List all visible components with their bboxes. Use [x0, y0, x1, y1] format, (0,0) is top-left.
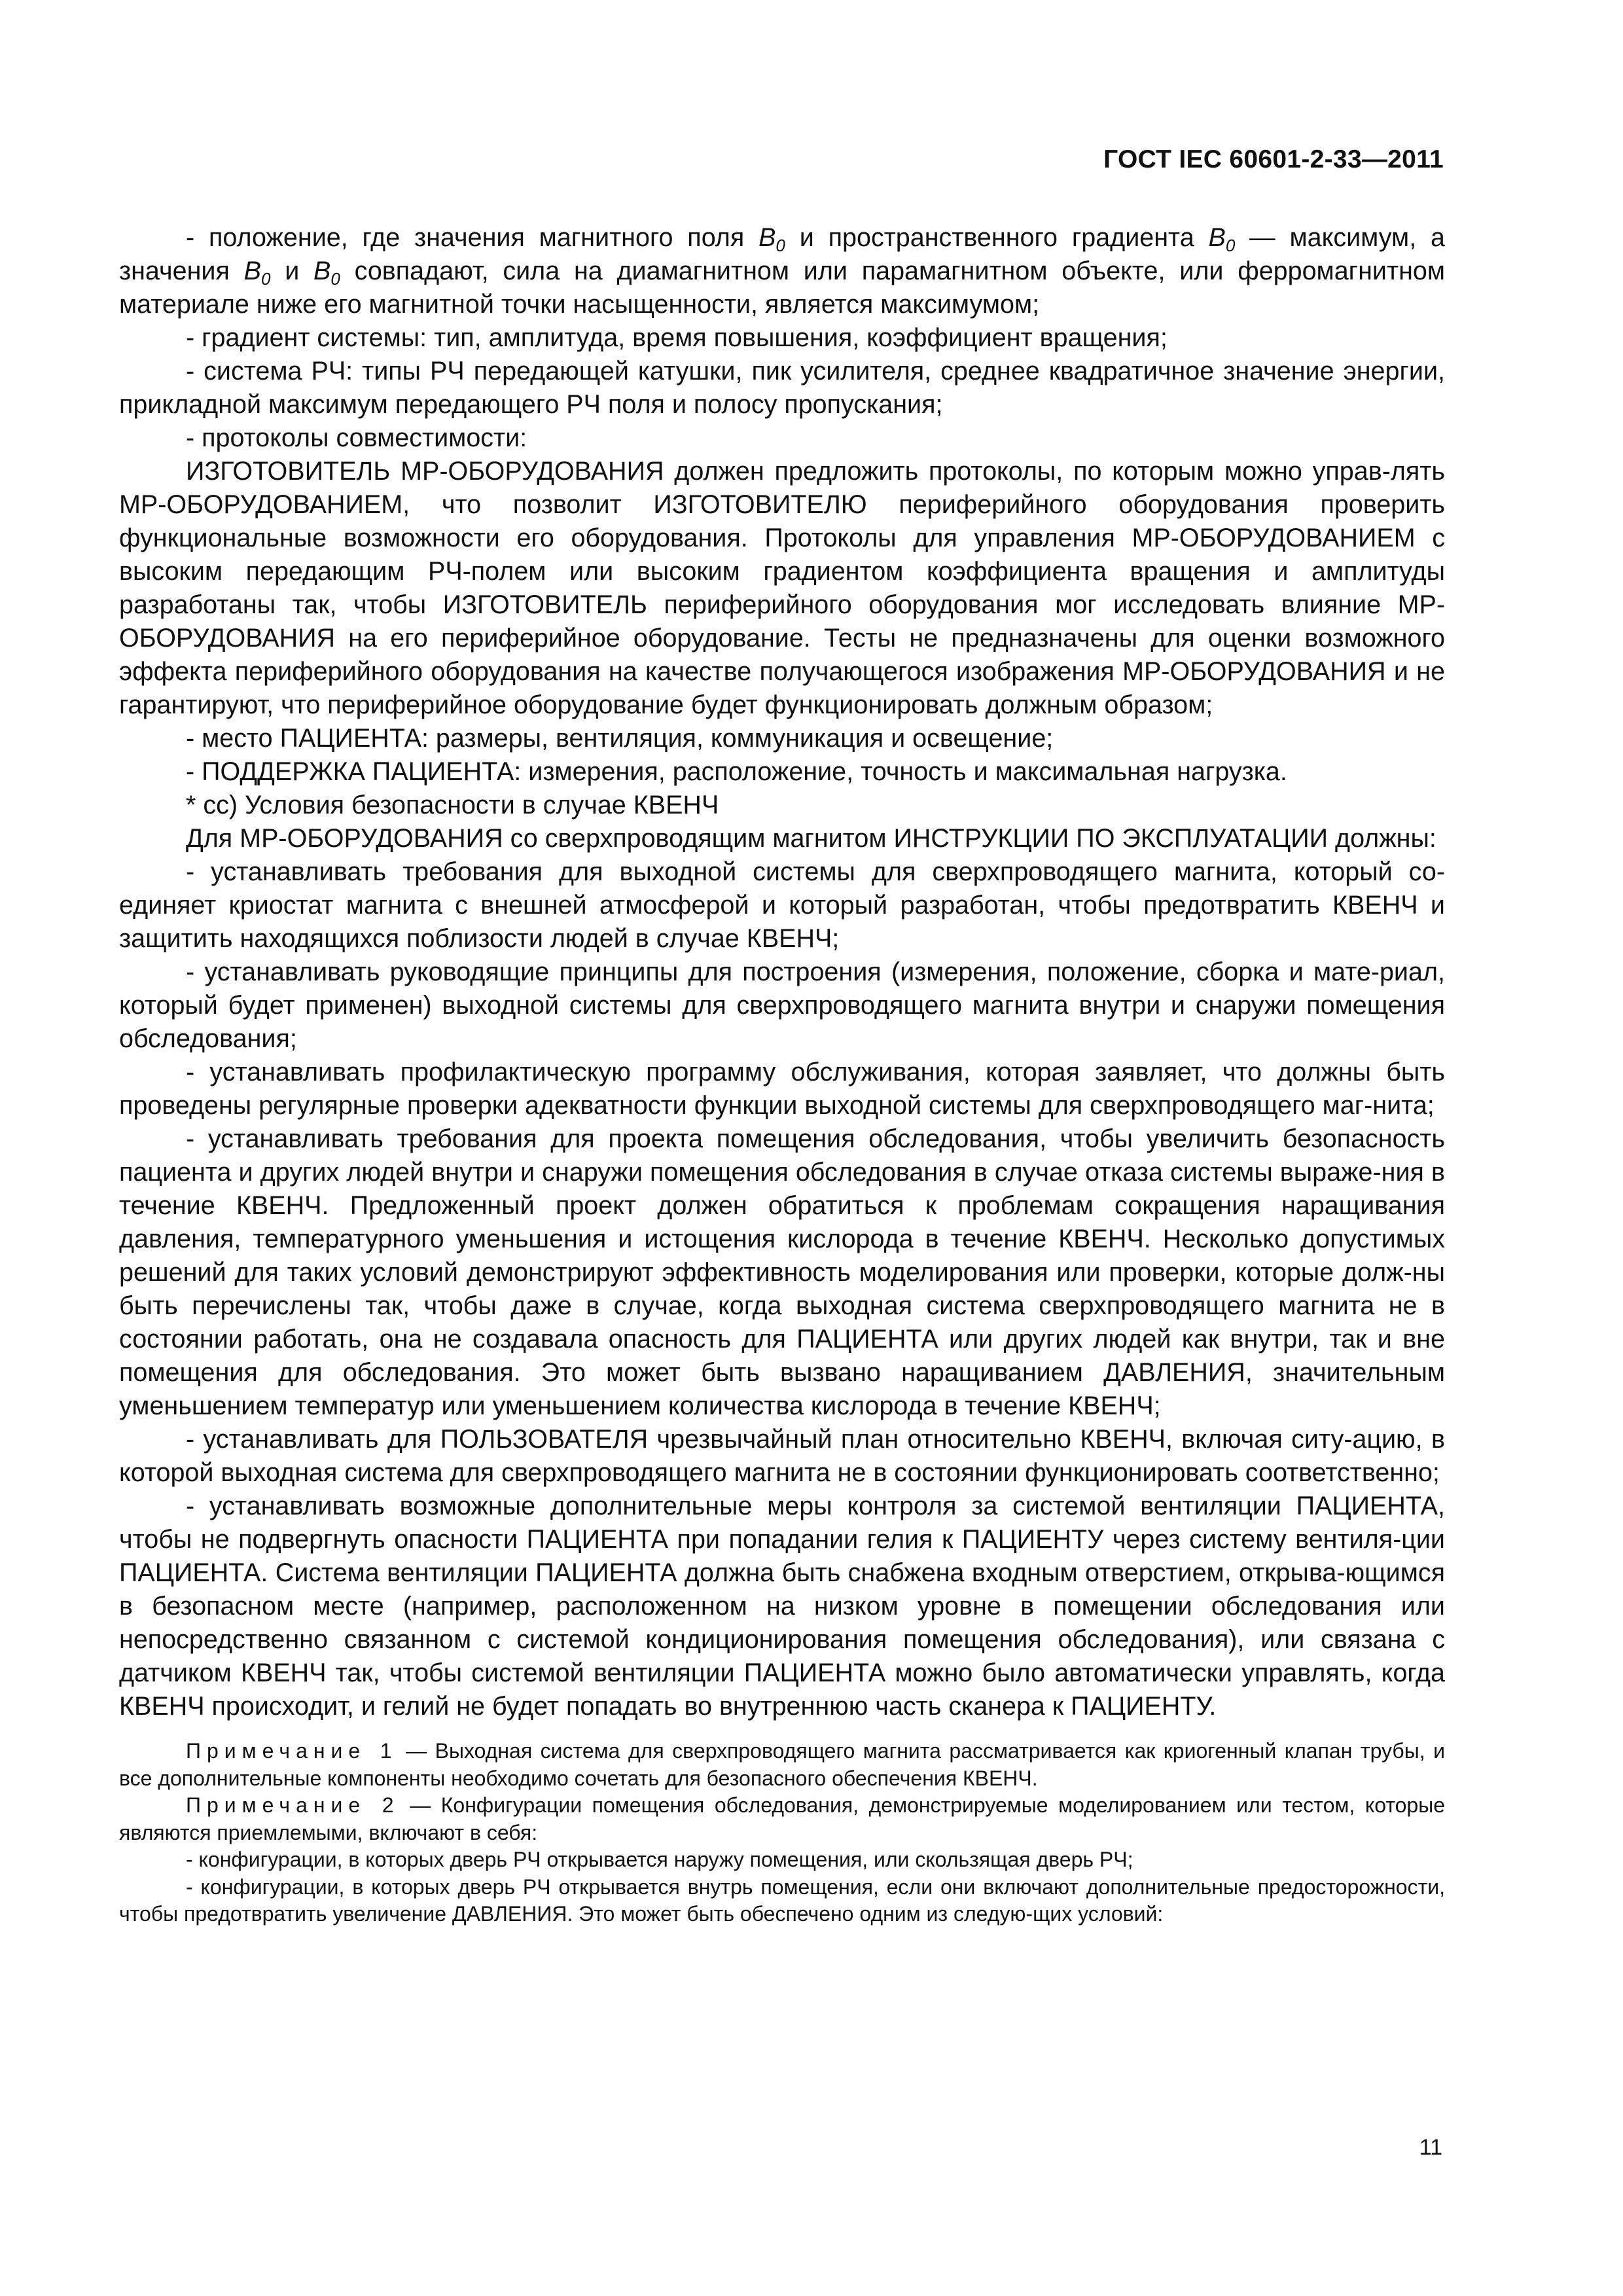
variable-b0	[1208, 223, 1236, 255]
note-list-item: - конфигурации, в которых дверь РЧ открывается наружу помещения, или скользящая дверь РЧ;	[186, 1848, 1133, 1871]
var-letter: B	[243, 257, 261, 285]
paragraph: - устанавливать руководящие принципы для построения (измерения, положение, сборка и мате-риал, который будет применен) выходной системы для сверхпроводящего магнита внутри и снаружи помещения обследования;	[119, 958, 1445, 1053]
note-label: Примечание 1	[186, 1739, 398, 1763]
paragraph: ИЗГОТОВИТЕЛЬ МР-ОБОРУДОВАНИЯ должен предложить протоколы, по которым можно управ-лять МР-ОБОРУДОВАНИЕМ, что позволит ИЗГОТОВИТЕЛЮ периферийного оборудования проверить функциональные возможности его оборудования. Протоколы для управления МР-ОБОРУДОВАНИЕМ с высоким передающим РЧ-полем или высоким градиентом коэффициента вращения и амплитуды разработаны так, чтобы ИЗГОТОВИТЕЛЬ периферийного оборудования мог исследовать влияние МР-ОБОРУДОВАНИЯ на его периферийное оборудование. Тесты не предназначены для оценки возможного эффекта периферийного оборудования на качестве получающегося изображения МР-ОБОРУДОВАНИЯ и не гарантируют, что периферийное оборудование будет функционировать должным образом;	[119, 457, 1445, 719]
notes-block	[119, 1738, 1445, 1928]
paragraph: - устанавливать для ПОЛЬЗОВАТЕЛЯ чрезвычайный план относительно КВЕНЧ, включая ситу-ацию, в которой выходная система для сверхпроводящего магнита не в состоянии функционировать соответственно;	[119, 1425, 1445, 1487]
note-1	[119, 1738, 1445, 1792]
paragraph: - устанавливать профилактическую программу обслуживания, которая заявляет, что должны быть проведены регулярные проверки адекватности функции выходной системы для сверхпроводящего маг-нита;	[119, 1058, 1445, 1120]
variable-b0	[758, 223, 785, 255]
text-run: и пространственного градиента	[785, 223, 1209, 252]
paragraph-1	[119, 221, 1445, 321]
text-run: и	[270, 257, 314, 285]
paragraph: - протоколы совместимости:	[186, 423, 527, 452]
note-2	[119, 1792, 1445, 1846]
paragraph: Для МР-ОБОРУДОВАНИЯ со сверхпроводящим магнитом ИНСТРУКЦИИ ПО ЭКСПЛУАТАЦИИ должны:	[186, 824, 1436, 853]
section-heading: * cc) Условия безопасности в случае КВЕНЧ	[186, 791, 719, 819]
paragraph: - ПОДДЕРЖКА ПАЦИЕНТА: измерения, расположение, точность и максимальная нагрузка.	[186, 757, 1287, 786]
var-letter: B	[313, 257, 331, 285]
note-list-item: - конфигурации, в которых дверь РЧ открывается внутрь помещения, если они включают дополнительные предосторожности, чтобы предотвратить увеличение ДАВЛЕНИЯ. Это может быть обеспечено одним из следую-щих условий:	[119, 1874, 1445, 1926]
variable-b0	[243, 257, 271, 289]
paragraph: - место ПАЦИЕНТА: размеры, вентиляция, коммуникация и освещение;	[186, 724, 1054, 753]
text-run: - положение, где значения магнитного поля	[186, 223, 759, 252]
paragraph: - устанавливать требования для проекта помещения обследования, чтобы увеличить безопасность пациента и других людей внутри и снаружи помещения обследования в случае отказа системы выраже-ния в течение КВЕНЧ. Предложенный проект должен обратиться к проблемам сокращения наращивания давления, температурного уменьшения и истощения кислорода в течение КВЕНЧ. Несколько допустимых решений для таких условий демонстрируют эффективность моделирования или проверки, которые долж-ны быть перечислены так, чтобы даже в случае, когда выходная система сверхпроводящего магнита не в состоянии работать, она не создавала опасность для ПАЦИЕНТА или других людей как внутри, так и вне помещения для обследования. Это может быть вызвано наращиванием ДАВЛЕНИЯ, значительным уменьшением температур или уменьшением количества кислорода в течение КВЕНЧ;	[119, 1124, 1445, 1420]
note-text: — Конфигурации помещения обследования, демонстрируемые моделированием или тестом, которые являются приемлемыми, включают в себя:	[119, 1793, 1446, 1844]
var-sub: 0	[260, 269, 271, 289]
var-sub: 0	[330, 269, 340, 289]
paragraph: - градиент системы: тип, амплитуда, время повышения, коэффициент вращения;	[186, 323, 1168, 352]
page-number: 11	[1419, 2135, 1442, 2160]
var-sub: 0	[776, 236, 785, 255]
var-sub: 0	[1225, 236, 1236, 255]
var-letter: B	[1208, 223, 1226, 252]
text-run: — максимум, а значения	[119, 223, 1445, 285]
main-text	[119, 221, 1445, 1928]
standard-code-header: ГОСТ IEC 60601-2-33—2011	[1103, 145, 1444, 173]
note-text: — Выходная система для сверхпроводящего магнита рассматривается как криогенный клапан трубы, и все дополнительные компоненты необходимо сочетать для безопасного обеспечения КВЕНЧ.	[119, 1739, 1446, 1790]
paragraph: - устанавливать требования для выходной системы для сверхпроводящего магнита, который со-единяет криостат магнита с внешней атмосферой и который разработан, чтобы предотвратить КВЕНЧ и защитить находящихся поблизости людей в случае КВЕНЧ;	[119, 857, 1445, 953]
var-letter: B	[758, 223, 776, 252]
note-label: Примечание 2	[186, 1793, 400, 1817]
paragraph: - система РЧ: типы РЧ передающей катушки, пик усилителя, среднее квадратичное значение энергии, прикладной максимум передающего РЧ поля и полосу пропускания;	[119, 357, 1445, 419]
paragraph: - устанавливать возможные дополнительные меры контроля за системой вентиляции ПАЦИЕНТА, чтобы не подвергнуть опасности ПАЦИЕНТА при попадании гелия к ПАЦИЕНТУ через систему вентиля-ции ПАЦИЕНТА. Система вентиляции ПАЦИЕНТА должна быть снабжена входным отверстием, открыва-ющимся в безопасном месте (например, расположенном на низком уровне в помещении обследования или непосредственно связанном с системой кондиционирования помещения обследования), или связана с датчиком КВЕНЧ так, чтобы системой вентиляции ПАЦИЕНТА можно было автоматически управлять, когда КВЕНЧ происходит, и гелий не будет попадать во внутреннюю часть сканера к ПАЦИЕНТУ.	[119, 1492, 1445, 1721]
variable-b0	[313, 257, 340, 289]
text-run: совпадают, сила на диамагнитном или парамагнитном объекте, или ферромагнитном материале ниже его магнитной точки насыщенности, является максимумом;	[119, 257, 1446, 319]
